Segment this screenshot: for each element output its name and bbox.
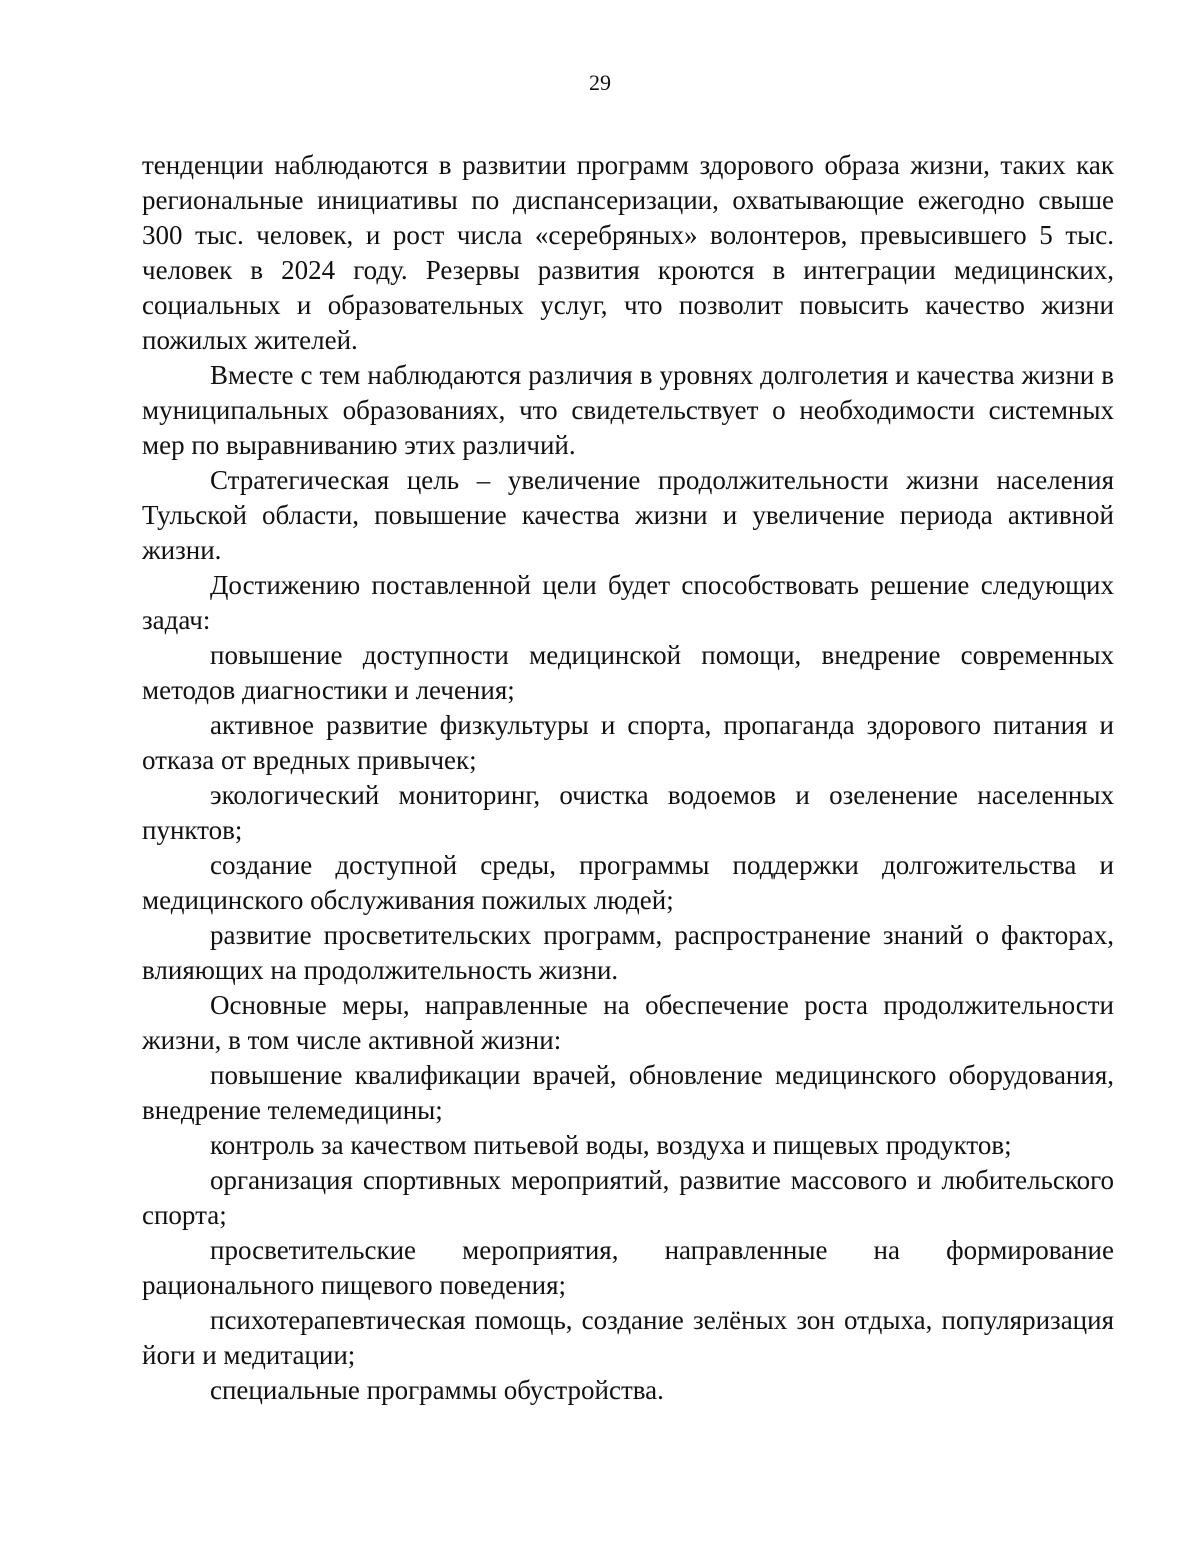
paragraph-strategic-goal: Стратегическая цель – увеличение продолжительности жизни населения Тульской области, повышение качества жизни и увеличение периода активной жизни. bbox=[142, 465, 1114, 565]
list-item-task: активное развитие физкультуры и спорта, пропаганда здорового питания и отказа от вредных привычек; bbox=[142, 710, 1114, 775]
paragraph-continuation: тенденции наблюдаются в развитии программ здорового образа жизни, таких как региональные инициативы по диспансеризации, охватывающие ежегодно свыше 300 тыс. человек, и рост числа «серебряных» волонтеров, превысившего 5 тыс. человек в 2024 году. Резервы развития кроются в интеграции медицинских, социальных и образовательных услуг, что позволит повысить качество жизни пожилых жителей. bbox=[142, 150, 1114, 355]
list-item-task: экологический мониторинг, очистка водоемов и озеленение населенных пунктов; bbox=[142, 780, 1114, 845]
list-item-measure: психотерапевтическая помощь, создание зелёных зон отдыха, популяризация йоги и медитации; bbox=[142, 1305, 1114, 1370]
paragraph-tasks-intro: Достижению поставленной цели будет способствовать решение следующих задач: bbox=[142, 570, 1114, 635]
page-number: 29 bbox=[589, 70, 611, 95]
list-item-task: повышение доступности медицинской помощи, внедрение современных методов диагностики и лечения; bbox=[142, 640, 1114, 705]
list-item-task: создание доступной среды, программы поддержки долгожительства и медицинского обслуживания пожилых людей; bbox=[142, 850, 1114, 915]
list-item-measure: повышение квалификации врачей, обновление медицинского оборудования, внедрение телемедицины; bbox=[142, 1060, 1114, 1125]
list-item-measure: контроль за качеством питьевой воды, воздуха и пищевых продуктов; bbox=[210, 1130, 1012, 1160]
list-item-measure: просветительские мероприятия, направленные на формирование рационального пищевого поведения; bbox=[142, 1235, 1114, 1300]
list-item-measure: организация спортивных мероприятий, развитие массового и любительского спорта; bbox=[142, 1165, 1114, 1230]
list-item-measure: специальные программы обустройства. bbox=[210, 1375, 664, 1405]
paragraph-differences: Вместе с тем наблюдаются различия в уровнях долголетия и качества жизни в муниципальных образованиях, что свидетельствует о необходимости системных мер по выравниванию этих различий. bbox=[142, 360, 1114, 460]
paragraph-measures-intro: Основные меры, направленные на обеспечение роста продолжительности жизни, в том числе активной жизни: bbox=[142, 990, 1114, 1055]
list-item-task: развитие просветительских программ, распространение знаний о факторах, влияющих на продолжительность жизни. bbox=[142, 920, 1114, 985]
document-body bbox=[142, 148, 1114, 1408]
